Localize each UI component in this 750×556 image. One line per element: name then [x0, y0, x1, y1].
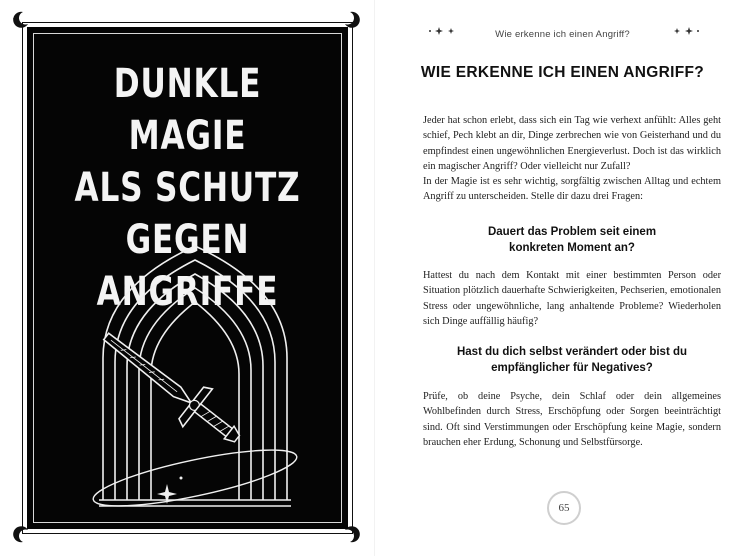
cover-title-line: DUNKLE MAGIE [113, 61, 262, 159]
cover-title-line: GEGEN ANGRIFFE [96, 217, 279, 315]
sparkle-stars-icon [427, 26, 457, 36]
section-subheading: Hast du dich selbst verändert oder bist du empfänglicher für Negatives? [456, 346, 688, 374]
page-number-badge [547, 491, 581, 525]
body-paragraph: Prüfe, ob deine Psyche, dein Schlaf oder dein allgemeines Wohlbefinden durch Stress, Erschöpfung oder Sorgen beeinträchtigt sind. Oft sind Verstimmungen oder Erschöpfung keine Magie, sondern brauchen eher Erdung, Schonung und Selbstfürsorge. [423, 391, 721, 449]
sparkle-stars-icon [671, 26, 701, 36]
dagger-arch-illustration [85, 238, 305, 518]
body-paragraph: Jeder hat schon erlebt, dass sich ein Tag wie verhext anfühlt: Alles geht schief, Pech klebt an dir, Dinge zerbrechen wie von Geisterhand und du empfindest einen ungewöhnlichen Energieverlust. Doch ist das wirklich ein magischer Angriff? Oder vielleicht nur Zufall? [423, 115, 721, 173]
section-subheading: Dauert das Problem seit einem konkreten Moment an? [487, 226, 657, 254]
body-paragraph: In der Magie ist es sehr wichtig, sorgfältig zwischen Alltag und echtem Angriff zu unterscheiden. Stelle dir dazu drei Fragen: [423, 176, 721, 203]
running-head-title: Wie erkenne ich einen Angriff? [495, 29, 630, 40]
chapter-title: WIE ERKENNE ICH EINEN ANGRIFF? [420, 64, 705, 81]
body-paragraph: Hattest du nach dem Kontakt mit einer bestimmten Person oder Situation plötzlich dauerhafte Schwierigkeiten, Pechserien, emotionalen Stress oder ungewöhnliche, lang anhaltende Probleme? Wiederholen sich Dinge auffällig häufig? [423, 270, 721, 328]
right-page-text [375, 0, 750, 556]
cover-title-line: ALS SCHUTZ [74, 165, 301, 211]
page-number: 65 [558, 502, 570, 514]
running-head [375, 24, 750, 40]
